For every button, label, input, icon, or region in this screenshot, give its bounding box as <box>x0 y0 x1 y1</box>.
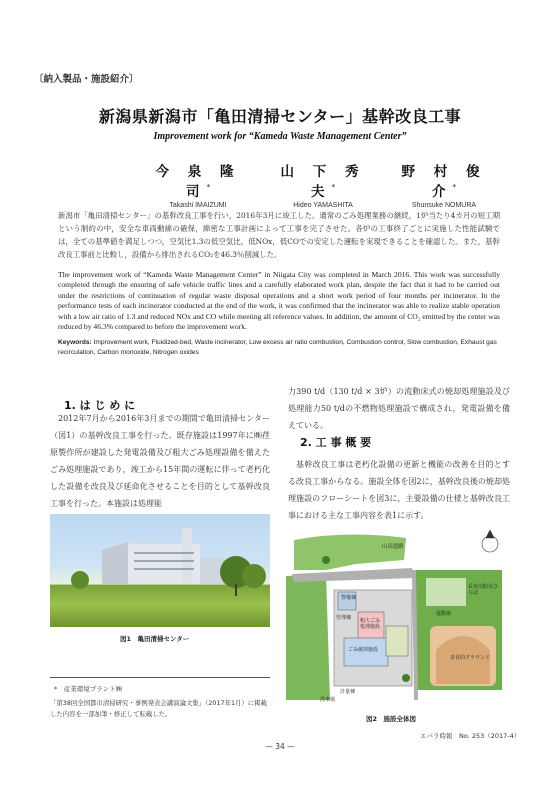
abstract-japanese: 新潟市「亀田清掃センター」の基幹改良工事を行い，2016年3月に竣工した。通常のごみ処理業務の継続，1炉当たり4カ月の短工期という制約の中，安全な車両動線の確保，綿密な工事計画によって工事を完了させた。各炉の工事終了ごとに実施した性能試験では，全ての基準値を満足しつつ，空気比1.3の低空気比，低NOx，低COでの安定した運転を実現できることを確認した。また，基幹改良工事前と比較し，設備から排出されるCO₂を46.3％削減した。 <box>58 211 500 259</box>
map-label-road: 山田道路 <box>382 544 404 550</box>
title-english: Improvement work for “Kameda Waste Management Center” <box>153 131 407 142</box>
author-mark: * <box>331 183 335 192</box>
section-2-heading: 2. 工 事 概 要 <box>300 436 372 449</box>
section-1-continued: 力390 t/d（130 t/d × 3炉）の流動床式の焼却処理施設及び処理能力50 t/dの不燃物処理施設で構成され，発電設備を備えている。 <box>288 387 510 430</box>
map-label-field: 多目的グラウンド <box>450 655 491 661</box>
map-label-guard: 警備棟 <box>341 595 357 601</box>
keywords-label: Keywords: <box>58 339 92 346</box>
author-3 <box>390 160 498 209</box>
footnote: * 産業環境プラント㈱ <box>54 685 123 693</box>
author-1 <box>148 160 248 209</box>
site-plan-graphic <box>286 530 508 710</box>
section-tag: 〔納入製品・施設紹介〕 <box>34 74 139 85</box>
facility-photo <box>50 514 270 627</box>
map-label-admin: 管理棟 <box>336 615 352 621</box>
author-2 <box>268 160 378 209</box>
keywords <box>58 338 500 358</box>
abstract-english: The improvement work of “Kameda Waste Management Center” in Niigata City was completed in March 2016. This work was successfully completed through the ensuring of safe vehicle traffic lines and a carefully elaborated work plan, despite the fact that it had to be carried out under the restrictions of continuation of regular waste disposal operations and a short work period of four months per incinerator. In the performance tests of each incinerator conducted at the end of the work, it was confirmed that the incinerator was able to realize stable operation with a low air ratio of 1.3 and reduced NOx and CO while meeting all reference values. In addition, the amount of CO₂ emitted by the center was reduced by 46.3% compared to before the improvement work. <box>58 270 500 332</box>
map-label-bulky: 粗大ごみ処理施設 <box>360 618 381 630</box>
map-label-weigh: 計量棟 <box>340 689 356 695</box>
author-name-en: Hideo YAMASHITA <box>293 202 353 209</box>
map-label-plaza: 長谷川防災ひろば <box>468 584 499 596</box>
author-name-ja: 野 村 俊 介 <box>401 164 487 200</box>
map-label-wash: 洗車場 <box>320 697 336 703</box>
site-plan-map <box>286 530 508 710</box>
author-name-ja: 今 泉 隆 司 <box>155 164 241 200</box>
author-name-en: Shunsuke NOMURA <box>411 202 477 209</box>
author-mark: * <box>206 183 210 192</box>
map-label-park: 運動場 <box>436 611 452 617</box>
keywords-list: Improvement work, Fluidized-bed, Waste incinerator, Low excess air ratio combustion, Combustion control, Slow combustion, Exhaust gas recirculation, Carbon monoxide, Nitrogen oxides <box>58 339 497 356</box>
reprint-note: 「第38回全国都市清掃研究・事例発表会講演論文集」（2017年1月）に掲載した内容を一部加筆・修正して転載した。 <box>50 699 267 718</box>
author-name-en: Takashi IMAIZUMI <box>169 202 227 209</box>
figure-1-caption: 図1 亀田清掃センター <box>120 635 190 643</box>
section-1-heading: 1. は じ め に <box>64 399 136 412</box>
map-label-incinerator: ごみ焼却施設 <box>348 647 379 653</box>
facility-photo-graphic <box>50 514 270 627</box>
section-2-text: 基幹改良工事は老朽化設備の更新と機能の改善を目的とする改良工事からなる。施設全体を図2に，基幹改良後の焼却処理施設のフローシートを図3に，主要設備の仕様と基幹改良工事における主な工事内容を表1に示す。 <box>288 460 510 520</box>
page-number: — 34 — <box>265 742 295 751</box>
author-name-ja: 山 下 秀 夫 <box>280 164 366 200</box>
figure-2-caption: 図2 施設全体図 <box>366 715 417 723</box>
author-mark: * <box>452 183 456 192</box>
journal-reference: エバラ時報 No. 253（2017-4） <box>420 732 521 740</box>
title-japanese: 新潟県新潟市「亀田清掃センター」基幹改良工事 <box>98 107 462 126</box>
section-1-text: 2012年7月から2016年3月までの期間で亀田清掃センター（図1）の基幹改良工事を行った。既存施設は1997年に㈱荏原製作所が建設した発電設備及び粗大ごみ処理設備を備えたごみ処理施設であり，竣工から15年間の運転に伴って老朽化した設備を改良及び延命化させることを目的として基幹改良工事を行った。本施設は処理能 <box>50 414 270 508</box>
footnote-divider <box>50 677 270 678</box>
